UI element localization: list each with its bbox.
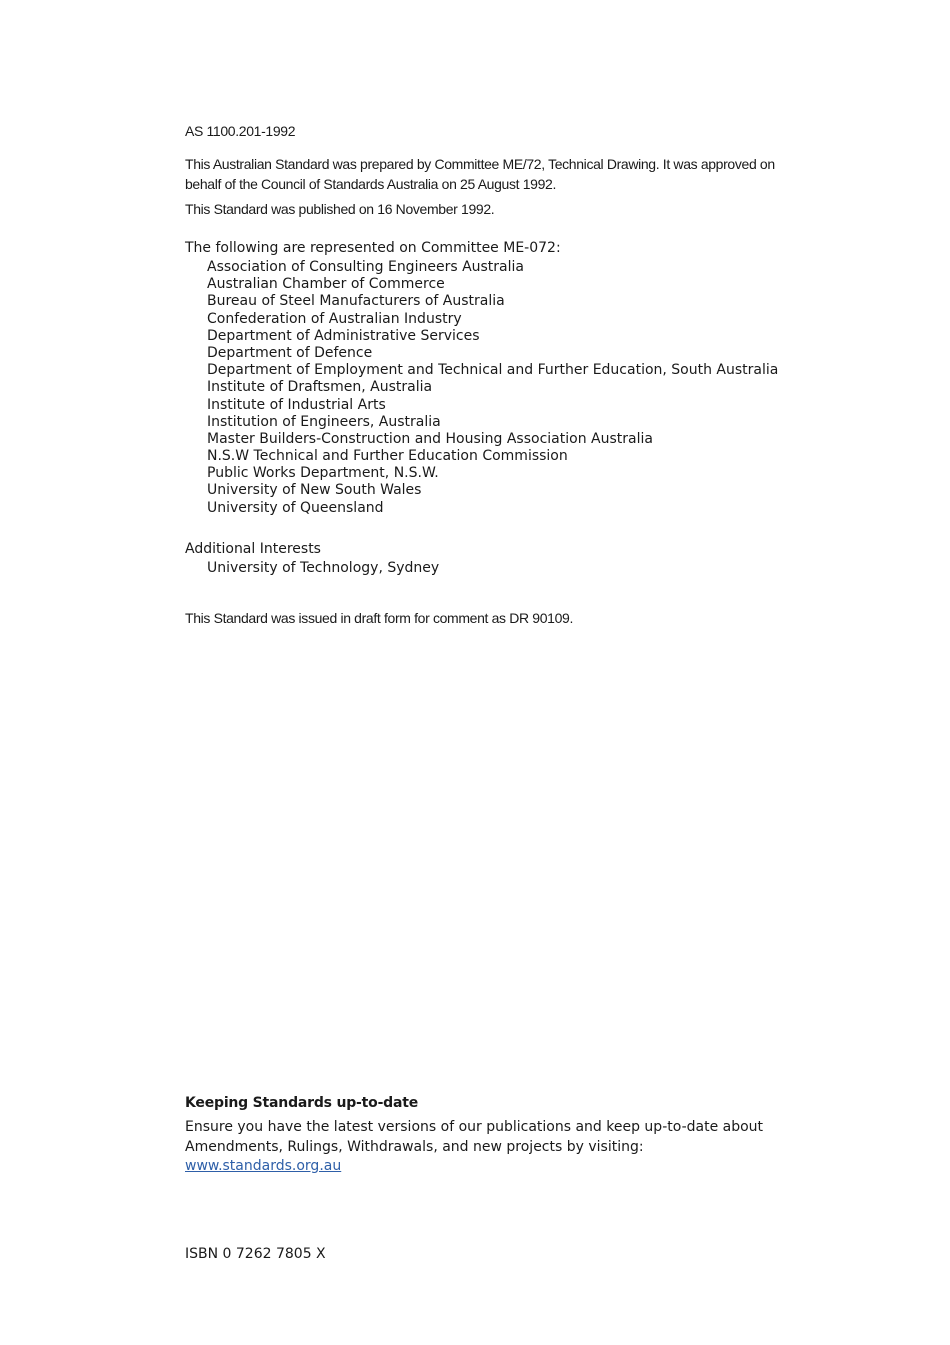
keeping-up-to-date-text: Ensure you have the latest versions of our publications and keep up-to-date about Amendments, Rulings, Withdrawals, and new projects by visiting: [185, 1119, 764, 1155]
committee-member: Institute of Draftsmen, Australia [207, 379, 433, 396]
additional-interests-section [185, 540, 885, 577]
committee-member: Association of Consulting Engineers Australia [207, 259, 524, 275]
additional-interests-heading: Additional Interests [185, 541, 321, 557]
preparation-statement: This Australian Standard was prepared by Committee ME/72, Technical Drawing. It was approved on behalf of the Council of Standards Australia on 25 August 1992. [185, 156, 775, 192]
additional-interests-list [185, 560, 885, 577]
isbn-number: ISBN 0 7262 7805 X [185, 1246, 326, 1262]
committee-section [185, 239, 885, 517]
draft-note: This Standard was issued in draft form for comment as DR 90109. [185, 610, 574, 626]
committee-member: Institute of Industrial Arts [207, 396, 386, 413]
keeping-up-to-date-section [185, 1094, 785, 1177]
committee-member: Australian Chamber of Commerce [207, 276, 445, 293]
committee-member-list [185, 259, 885, 517]
committee-heading: The following are represented on Committee ME-072: [185, 240, 561, 256]
committee-member: Master Builders-Construction and Housing Association Australia [207, 430, 653, 447]
committee-member: Department of Administrative Services [207, 327, 480, 344]
committee-member: University of Queensland [207, 499, 384, 516]
committee-member: Department of Defence [207, 344, 373, 361]
standard-number: AS 1100.201-1992 [185, 123, 296, 139]
publication-date-statement: This Standard was published on 16 November 1992. [185, 201, 495, 217]
committee-member: N.S.W Technical and Further Education Commission [207, 448, 568, 465]
keeping-up-to-date-heading: Keeping Standards up-to-date [185, 1095, 419, 1111]
additional-interest-member: University of Technology, Sydney [207, 560, 440, 576]
committee-member: Public Works Department, N.S.W. [207, 465, 439, 482]
committee-member: Department of Employment and Technical and Further Education, South Australia [207, 362, 779, 379]
committee-member: University of New South Wales [207, 482, 422, 499]
committee-member: Confederation of Australian Industry [207, 310, 462, 327]
committee-member: Institution of Engineers, Australia [207, 413, 441, 430]
standards-website-link[interactable]: www.standards.org.au [185, 1158, 342, 1174]
committee-member: Bureau of Steel Manufacturers of Australia [207, 293, 505, 310]
